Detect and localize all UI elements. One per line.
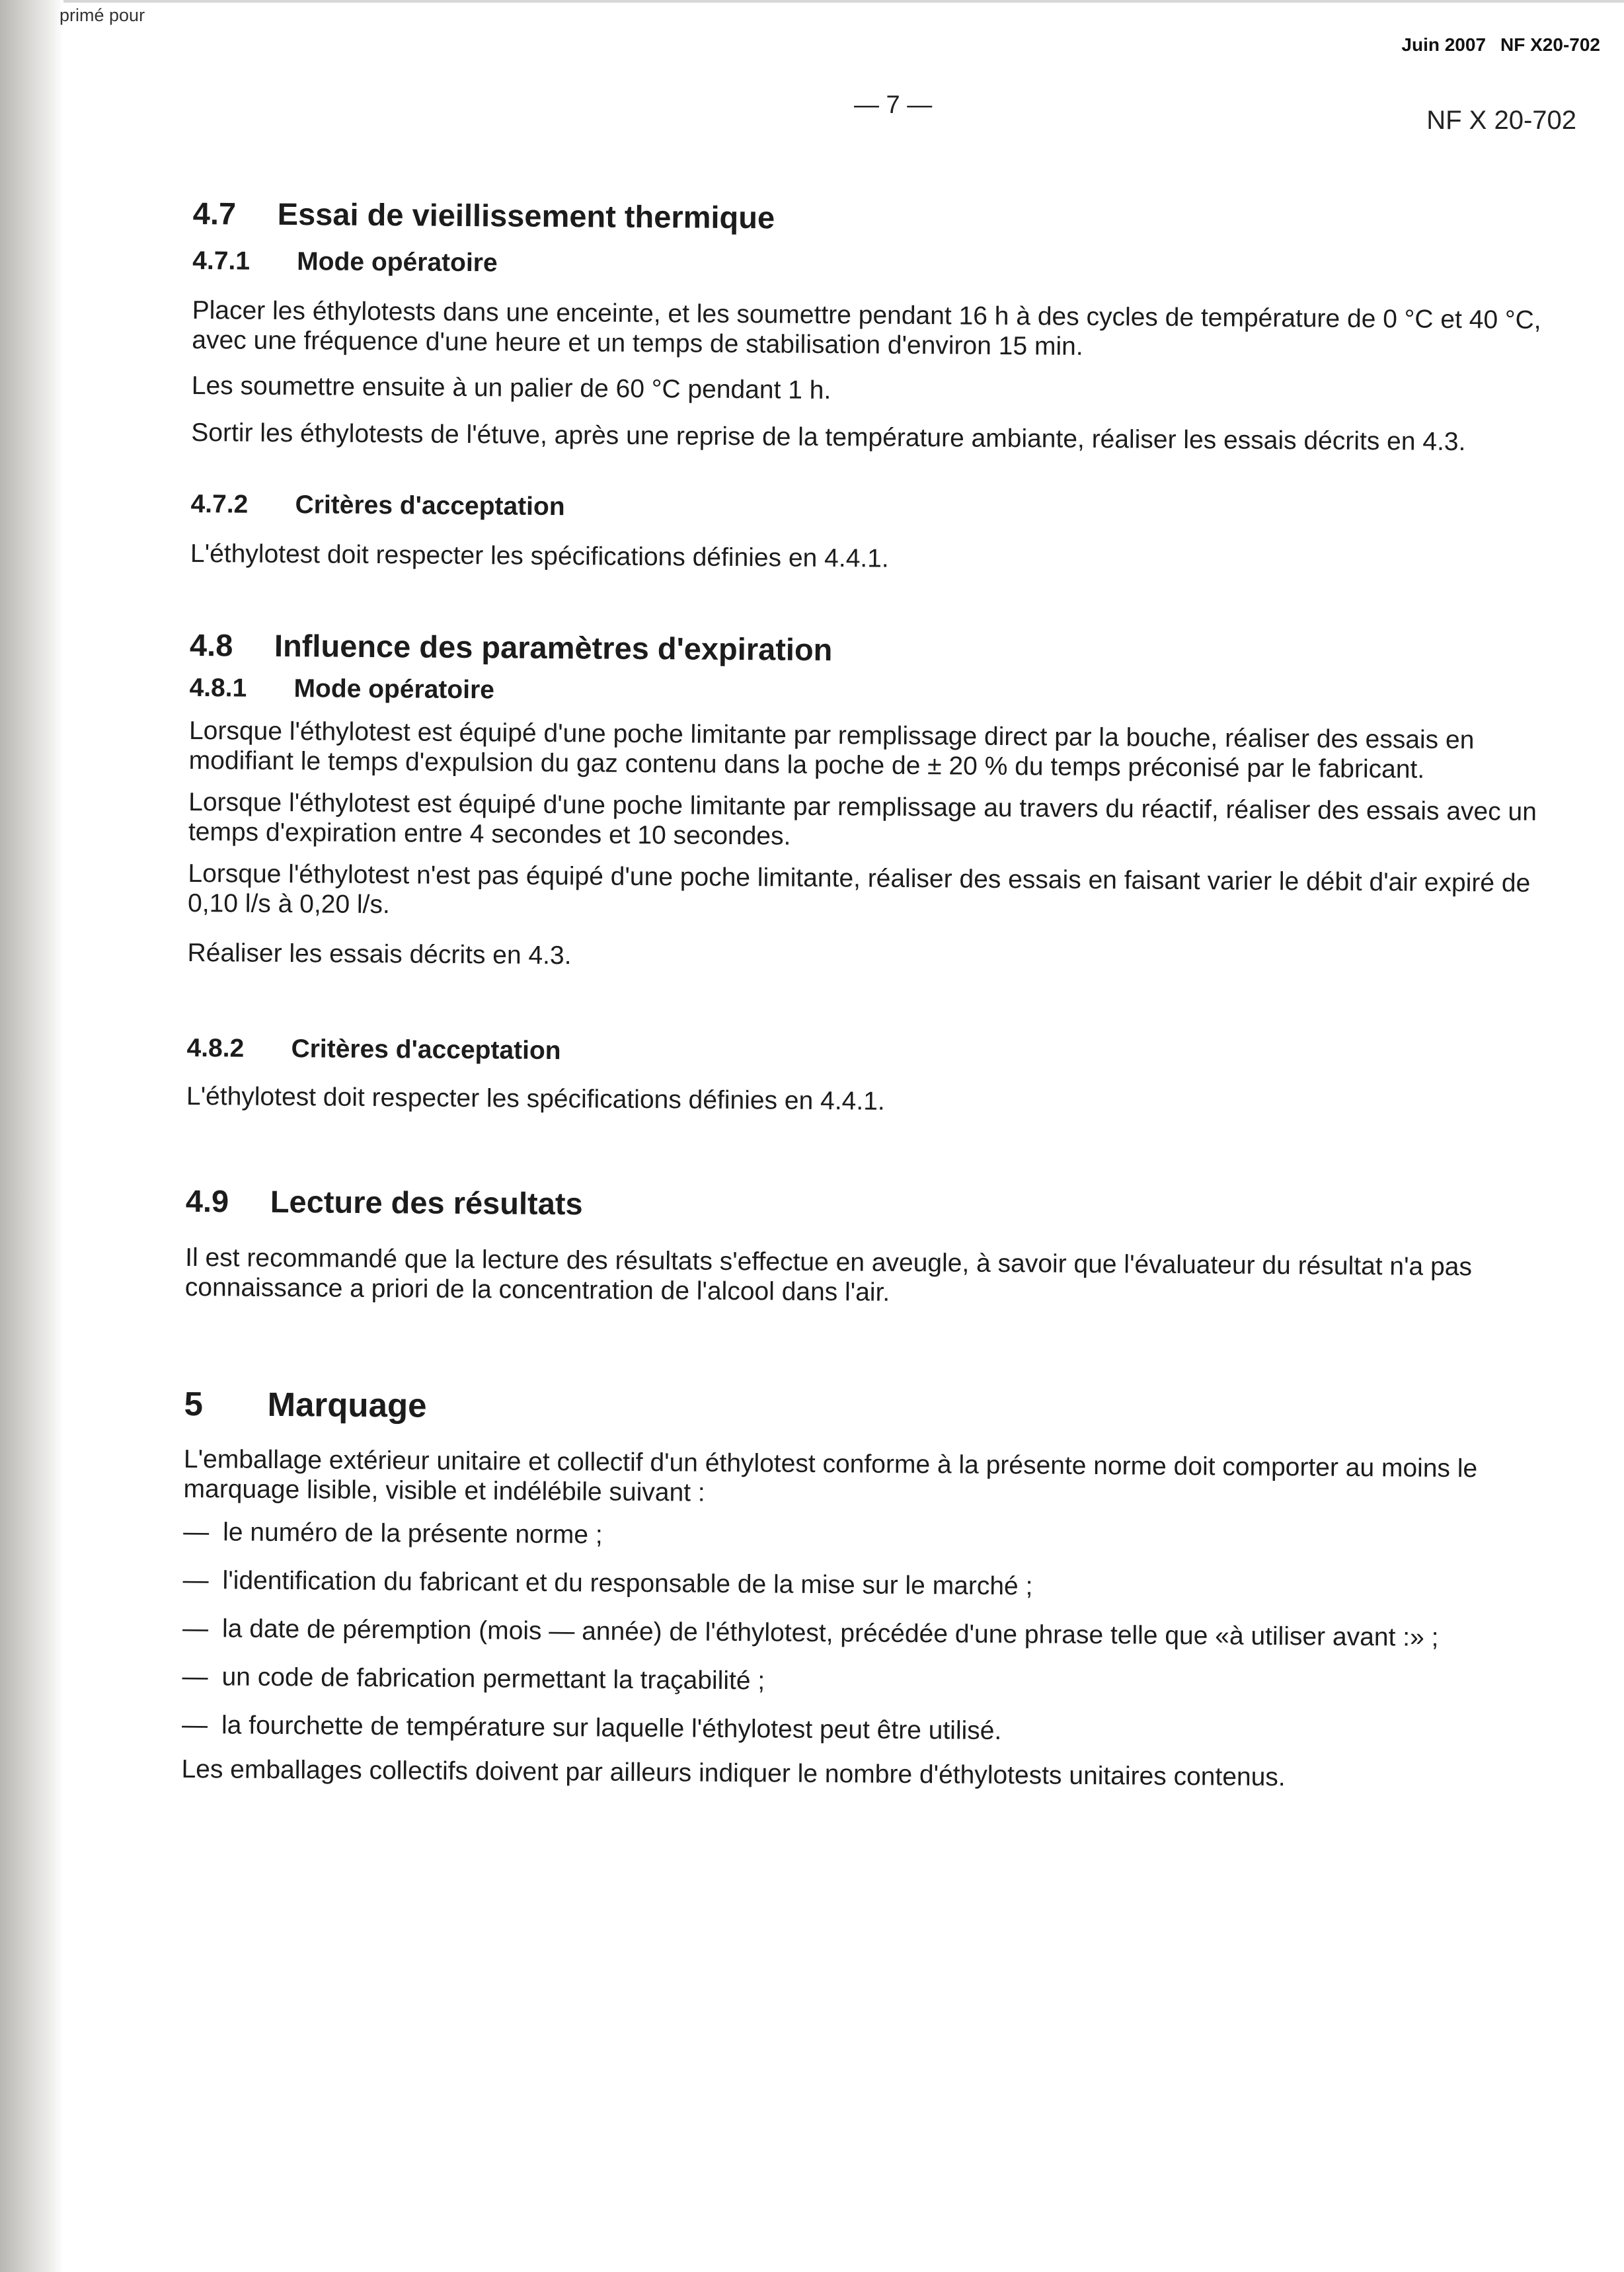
section-4-9-heading [186, 1183, 1561, 1229]
imprint-redaction-box [184, 5, 313, 30]
section-4-8-heading [190, 627, 1565, 673]
list-item-text: l'identification du fabricant et du responsable de la mise sur le marché ; [222, 1566, 1033, 1601]
list-item-text: la date de péremption (mois — année) de l'éthylotest, précédée d'une phrase telle que «à utiliser avant :» ; [221, 1614, 1439, 1652]
section-title: Mode opératoire [297, 247, 498, 278]
paragraph: L'éthylotest doit respecter les spécifications définies en 4.4.1. [190, 539, 889, 573]
dash-marker: — [182, 1614, 209, 1643]
imprint-label: primé pour [59, 5, 145, 25]
page-left-shadow [0, 0, 63, 2272]
list-item [182, 1614, 1557, 1653]
section-title: Critères d'acceptation [295, 490, 565, 522]
section-number: 4.8.1 [189, 673, 247, 703]
dash-marker: — [181, 1710, 208, 1740]
section-title: Influence des paramètres d'expiration [274, 627, 833, 668]
section-title: Marquage [267, 1385, 427, 1425]
header-code: NF X20-702 [1500, 34, 1600, 55]
list-item [183, 1517, 1558, 1557]
list-item-text: le numéro de la présente norme ; [223, 1518, 603, 1549]
section-number: 4.7.1 [192, 246, 251, 276]
paragraph: Placer les éthylotests dans une enceinte, et les soumettre pendant 16 h à des cycles de température de 0 °C et 40 °C, avec une fréquence d'une heure et un temps de stabilisation d'environ 15 min. [192, 295, 1541, 361]
list-item [182, 1662, 1557, 1702]
list-item-text: un code de fabrication permettant la traçabilité ; [221, 1663, 765, 1696]
section-number: 5 [184, 1384, 204, 1423]
paragraph: Réaliser les essais décrits en 4.3. [187, 938, 572, 970]
header-date: Juin 2007 [1401, 34, 1487, 55]
section-title: Critères d'acceptation [291, 1035, 561, 1066]
section-title: Lecture des résultats [270, 1183, 583, 1222]
section-number: 4.8.2 [186, 1033, 245, 1063]
section-number: 4.7.2 [190, 489, 249, 519]
paragraph: Il est recommandé que la lecture des résultats s'effectue en aveugle, à savoir que l'évaluateur du résultat n'a pas connaissance a priori de la concentration de l'alcool dans l'air. [184, 1243, 1473, 1307]
section-number: 4.8 [189, 627, 233, 663]
dash-marker: — [182, 1565, 209, 1595]
paragraph: Les emballages collectifs doivent par ailleurs indiquer le nombre d'éthylotests unitaires contenus. [181, 1754, 1286, 1792]
paragraph: Les soumettre ensuite à un palier de 60 °C pendant 1 h. [191, 371, 831, 405]
marking-list [182, 1517, 1558, 1750]
section-5-heading [184, 1384, 1559, 1433]
paragraph: Sortir les éthylotests de l'étuve, après une reprise de la température ambiante, réaliser les essais décrits en 4.3. [191, 418, 1466, 457]
list-item [182, 1710, 1557, 1750]
page-top-edge [63, 0, 1624, 3]
document-body [181, 195, 1568, 1794]
paragraph: Lorsque l'éthylotest est équipé d'une poche limitante par remplissage au travers du réactif, réaliser des essais avec un temps d'expiration entre 4 secondes et 10 secondes. [188, 787, 1537, 851]
paragraph: Lorsque l'éthylotest est équipé d'une poche limitante par remplissage direct par la bouche, réaliser des essais en modifiant le temps d'expulsion du gaz contenu dans la poche de ± 20 % du temps préconisé par le fabricant. [188, 716, 1475, 784]
list-item [182, 1565, 1557, 1605]
paragraph: Lorsque l'éthylotest n'est pas équipé d'une poche limitante, réaliser des essais en faisant varier le débit d'air expiré de 0,10 l/s à 0,20 l/s. [187, 859, 1531, 920]
paragraph: L'éthylotest doit respecter les spécifications définies en 4.4.1. [186, 1081, 885, 1116]
section-title: Mode opératoire [293, 674, 495, 705]
section-4-8-1-heading [189, 674, 1564, 713]
paragraph: L'emballage extérieur unitaire et collectif d'un éthylotest conforme à la présente norme doit comporter au moins le marquage lisible, visible et indélébile suivant : [183, 1444, 1478, 1507]
section-4-7-1-heading [192, 247, 1567, 286]
dash-marker: — [182, 1662, 208, 1692]
section-4-8-2-heading [186, 1034, 1561, 1073]
page-number: — 7 — [854, 91, 933, 119]
section-4-7-heading [193, 195, 1568, 241]
running-header [1401, 34, 1600, 56]
list-item-text: la fourchette de température sur laquelle l'éthylotest peut être utilisé. [221, 1711, 1002, 1746]
section-number: 4.7 [192, 195, 237, 231]
section-4-7-2-heading [190, 490, 1565, 529]
section-title: Essai de vieillissement thermique [277, 196, 775, 235]
standard-reference: NF X 20-702 [1426, 106, 1576, 135]
dash-marker: — [183, 1517, 210, 1547]
section-number: 4.9 [185, 1183, 229, 1219]
